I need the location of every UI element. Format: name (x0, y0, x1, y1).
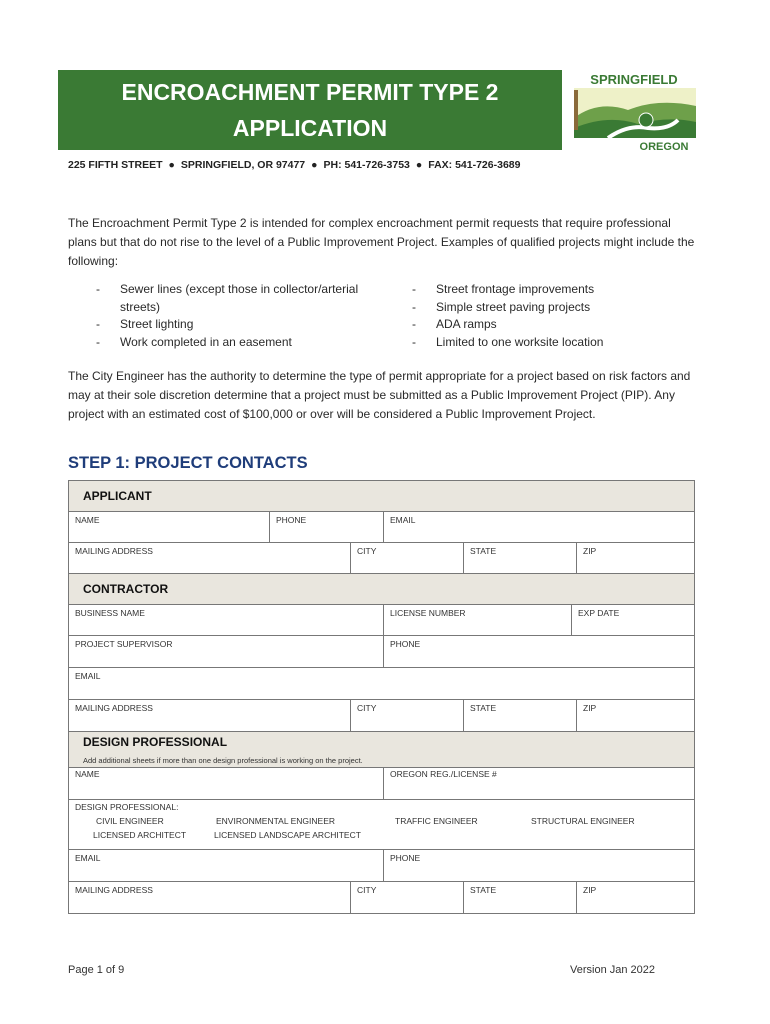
option-licensed-architect[interactable]: LICENSED ARCHITECT (93, 830, 187, 840)
design-city-field[interactable]: CITY (350, 882, 463, 913)
applicant-phone-field[interactable]: PHONE (269, 512, 383, 542)
option-environmental-engineer[interactable]: ENVIRONMENTAL ENGINEER (216, 816, 336, 826)
list-item: - Simple street paving projects (412, 299, 591, 314)
contractor-row-1 (69, 605, 694, 636)
page-number: Page 1 of 9 (68, 964, 125, 976)
version-label: Version Jan 2022 (570, 964, 656, 976)
option-licensed-landscape-architect[interactable]: LICENSED LANDSCAPE ARCHITECT (214, 830, 361, 840)
option-traffic-engineer[interactable]: TRAFFIC ENGINEER (395, 816, 478, 826)
contractor-phone-field[interactable]: PHONE (383, 636, 694, 667)
design-note: Add additional sheets if more than one design professional is working on the project. (83, 756, 363, 765)
contractor-business-field[interactable]: BUSINESS NAME (75, 608, 145, 618)
contractor-mailing-field[interactable]: MAILING ADDRESS (75, 703, 153, 713)
design-row-4 (69, 882, 694, 914)
address-street: 225 FIFTH STREET (68, 159, 163, 171)
bullet-dot: ● (168, 159, 175, 171)
design-type-row (69, 800, 694, 850)
design-type-label: DESIGN PROFESSIONAL: (75, 802, 179, 812)
design-name-field[interactable]: NAME (75, 769, 100, 779)
applicant-mailing-field[interactable]: MAILING ADDRESS (75, 546, 153, 556)
design-mailing-field[interactable]: MAILING ADDRESS (75, 885, 153, 895)
section-applicant: APPLICANT (69, 481, 694, 512)
design-row-3 (69, 850, 694, 882)
design-heading: DESIGN PROFESSIONAL (83, 735, 228, 749)
list-item: - ADA ramps (412, 317, 497, 331)
logo-text-top: SPRINGFIELD (590, 72, 678, 87)
contractor-exp-field[interactable]: EXP DATE (571, 605, 694, 635)
logo-emblem-icon (639, 113, 653, 127)
applicant-email-field[interactable]: EMAIL (383, 512, 694, 542)
option-civil-engineer[interactable]: CIVIL ENGINEER (96, 816, 164, 826)
bullet-list-right (412, 281, 698, 351)
contractor-license-field[interactable]: LICENSE NUMBER (383, 605, 571, 635)
contractor-city-field[interactable]: CITY (350, 700, 463, 731)
list-item: - Street frontage improvements (412, 282, 595, 296)
contractor-state-field[interactable]: STATE (463, 700, 576, 731)
authority-paragraph: The City Engineer has the authority to determine the type of permit appropriate for a project based on risk factors and may at their sole discretion determine that a project must be submitted as a Public Improvement Project (PIP). Any project with an estimated cost of $100,000 or over will be considered a Public Improvement Project. (68, 369, 691, 421)
logo-text-bottom: OREGON (639, 141, 689, 152)
title-banner (58, 70, 562, 150)
bullet-dot: ● (311, 159, 318, 171)
list-item: - Limited to one worksite location (412, 334, 604, 349)
design-state-field[interactable]: STATE (463, 882, 576, 913)
applicant-zip-field[interactable]: ZIP (576, 543, 694, 573)
contractor-email-field[interactable]: EMAIL (75, 671, 101, 681)
applicant-state-field[interactable]: STATE (463, 543, 576, 573)
address-phone: PH: 541-726-3753 (323, 159, 410, 171)
option-structural-engineer[interactable]: STRUCTURAL ENGINEER (531, 816, 635, 826)
contractor-supervisor-field[interactable]: PROJECT SUPERVISOR (75, 639, 173, 649)
title-line-1: ENCROACHMENT PERMIT TYPE 2 (121, 79, 499, 105)
applicant-row-1 (69, 512, 694, 543)
contractor-row-3 (69, 668, 694, 700)
bullet-list-left (96, 281, 382, 351)
design-zip-field[interactable]: ZIP (576, 882, 694, 913)
section-design-professional (69, 732, 694, 768)
contractor-zip-field[interactable]: ZIP (576, 700, 694, 731)
logo-tree-trunk (574, 90, 578, 130)
design-reg-field[interactable]: OREGON REG./LICENSE # (383, 768, 694, 799)
design-email-field[interactable]: EMAIL (75, 853, 101, 863)
springfield-oregon-logo (568, 70, 700, 152)
list-item: - Street lighting (96, 317, 194, 331)
contractor-row-4 (69, 700, 694, 732)
address-city: SPRINGFIELD, OR 97477 (180, 159, 306, 171)
list-item: - Sewer lines (except those in collector/arterial streets) (96, 282, 359, 314)
section-contractor: CONTRACTOR (69, 574, 694, 605)
design-row-1 (69, 768, 694, 800)
project-contacts-form (68, 480, 695, 914)
address-fax: FAX: 541-726-3689 (428, 159, 521, 171)
applicant-city-field[interactable]: CITY (350, 543, 463, 573)
list-item: - Work completed in an easement (96, 334, 292, 349)
title-line-2: APPLICATION (232, 115, 388, 141)
contractor-row-2 (69, 636, 694, 668)
design-phone-field[interactable]: PHONE (383, 850, 694, 881)
intro-paragraph: The Encroachment Permit Type 2 is intended for complex encroachment permit requests that require professional plans but that do not rise to the level of a Public Improvement Project. Examples of qualified projects might include the following: (68, 216, 695, 268)
bullet-dot: ● (415, 159, 423, 171)
step1-heading: STEP 1: PROJECT CONTACTS (68, 454, 308, 472)
applicant-row-2 (69, 543, 694, 574)
contact-address-line (68, 159, 520, 171)
applicant-name-field[interactable]: NAME (75, 515, 100, 525)
